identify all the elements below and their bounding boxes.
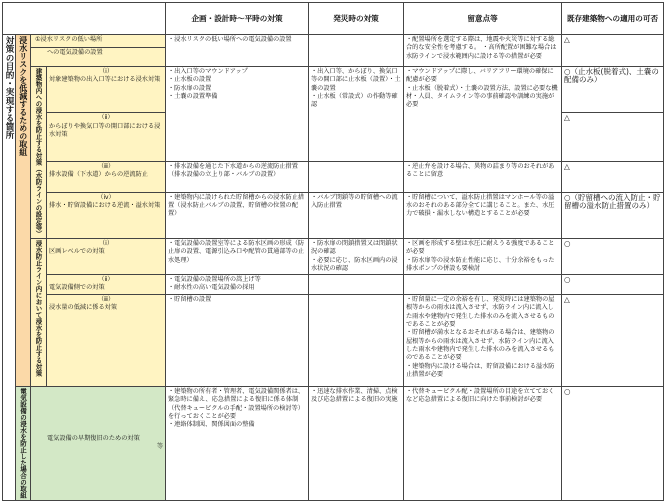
- row3-existing: △: [562, 113, 664, 162]
- group-risk-label: 浸水リスクを低減するための取組: [16, 35, 31, 387]
- row6-notes: ・区画を形成する壁は水圧に耐えうる強度であることが必要 ・防水扉等の浸水防止性能に応じ、十分余裕をもった排水ポンプの併設も要検討: [404, 239, 562, 275]
- row9-notes: ・代替キュービクル配・設置場所の目途を立てておくなど応急措置による復旧に向けた事前検討が必要: [404, 387, 562, 501]
- row9-label: [31, 387, 166, 501]
- row2-existing: ○（止水板(脱着式)、土嚢の配備のみ）: [562, 67, 664, 113]
- row6-num: （ⅰ）: [98, 240, 114, 247]
- row2-label-text: 対象建築物の出入口等における浸水対策: [49, 76, 161, 84]
- row6-existing: ○: [562, 239, 664, 275]
- row8-num: （ⅲ）: [97, 296, 115, 304]
- row2-num: （ⅰ）: [98, 68, 114, 75]
- row8-notes: ・貯留量に一定の余裕を有し、発災時には建築物の屋根等からの雨水は流入させず、水防ライン内に流入した雨水や建物内で発生した排水のみを流入させるものであることが必要 ・貯留槽が満水となるおそれがある場合は、建築物の屋根等からの雨水は流入させず、水防ライン内に流入した雨水や建物内で発生した排水のみを流入させるものであることが必要 ・建築物内に設ける場合は、貯留設備における溢水防止措置が必要: [404, 295, 562, 387]
- row4-notes: ・逆止弁を設ける場合、異物の詰まり等のおそれがあることに留意: [404, 161, 562, 192]
- row5-num: （ⅳ）: [97, 193, 115, 201]
- row7-design: ・電気設備の設置場所の嵩上げ等 ・耐水性の高い電気設備の採用: [166, 275, 309, 295]
- row8-label-text: 浸水量の低減に係る対策: [49, 304, 118, 312]
- header-disaster: 発災時の対策: [309, 3, 404, 35]
- row2-label: [47, 67, 166, 113]
- row4-design: ・排水設備を通じた下水道からの逆流防止措置（排水設備の立上り部・バルブの設置）: [166, 161, 309, 192]
- row5-design: ・建築物内に設けられた貯留槽からの浸水防止措置（浸水防止バルブの設置、貯留槽の位置の配置）: [166, 192, 309, 238]
- row6-disaster: ・防水扉の閉鎖措置又は閉鎖状況の確認 ・必要に応じ、防水区画内の浸水状況の確認: [309, 239, 404, 275]
- row8-disaster: [309, 295, 404, 387]
- row4-num: （ⅲ）: [97, 162, 115, 170]
- row8-label: [47, 295, 166, 387]
- row2-design: ・出入口等のマウンドアップ ・止水板の設置 ・防水扉の設置 ・土嚢の設置準備: [166, 67, 309, 162]
- row6-design: ・電気設備の設置室等による防水区画の形成（防止扉の設置、電源引込み口や配管の貫通部等の止水処理）: [166, 239, 309, 275]
- row9-label-text: 電気設備の早期復旧のための対策: [47, 435, 140, 443]
- row7-notes: [404, 275, 562, 295]
- header-blank: [3, 3, 166, 35]
- row9-design: ・建築物の所有者・管理者、電気設備関係者は、緊急時に備え、応急措置による復旧に係る体制（代替キュービクルの手配・設置場所の検討等）を行っておくことが必要 ・連絡体制図、関係図面の整備: [166, 387, 309, 501]
- row1-disaster: [309, 35, 404, 67]
- row9-existing: ○: [562, 387, 664, 501]
- row8-design: ・貯留槽の設置: [166, 295, 309, 387]
- row3-label-text: からぼりや換気口等の開口部における浸水対策: [49, 122, 161, 138]
- row3-num: （ⅱ）: [98, 114, 114, 122]
- countermeasure-table: [2, 2, 664, 501]
- row1-existing: △: [562, 35, 664, 67]
- subgroup-entry-label: 建築物内への浸水を防止する対策（水防ラインの設定等）: [31, 67, 47, 239]
- row5-disaster: ・バルブ閉鎖等の貯留槽への流入防止措置: [309, 192, 404, 238]
- row7-label: [47, 275, 166, 295]
- row2-notes: ・マウンドアップに際し、バリアフリー環境の確保に配慮が必要 ・止水板（脱着式）・土嚢の設置方法、設置に必要な機材・人員、タイムライン等の事前確認や訓練の実施が必要: [404, 67, 562, 162]
- row4-disaster: [309, 161, 404, 192]
- row1-label-top: ①浸水リスクの低い場所: [35, 36, 103, 43]
- row1-design: ・浸水リスクの低い場所への電気設備の設置: [166, 35, 309, 67]
- header-design: 企画・設計時～平時の対策: [166, 3, 309, 35]
- row8-existing: △: [562, 295, 664, 387]
- row1-notes: ・配置場所を選定する際は、地震や火災等に対する総合的な安全性を考慮する。 ・高所配置が困難な場合は水防ラインで浸水範囲内に設ける等の措置が必要: [404, 35, 562, 67]
- row4-label-text: 排水設備（下水道）からの逆流防止: [49, 171, 148, 179]
- subgroup-line-label: 浸水防止ライン内において浸水を防止する対策: [31, 239, 47, 387]
- row5-label: [47, 192, 166, 238]
- row3-label: [47, 113, 166, 162]
- row1-label-bottom: への電気設備の設置: [31, 47, 165, 58]
- row5-existing: ○（貯留槽への流入防止・貯留槽の溢水防止措置のみ）: [562, 192, 664, 238]
- row6-label-text: 区画レベルでの対策: [49, 248, 105, 256]
- row1-label: [31, 35, 166, 67]
- header-notes: 留意点等: [404, 3, 562, 35]
- row4-label: [47, 161, 166, 192]
- row6-label: [47, 239, 166, 275]
- row2-disaster: ・出入口等、からぼり、換気口等の開口部に止水板（設置）・土嚢の設置 ・止水板（常設式）の作動等確認: [309, 67, 404, 162]
- row7-disaster: [309, 275, 404, 295]
- header-existing: 既存建築物への適用の可否: [562, 3, 664, 35]
- row5-notes: ・貯留槽について、溢水防止措置はマンホール等の溢水のおそれのある部分全てに講じること。また、水圧力で破損・漏水しない構造とすることが必要: [404, 192, 562, 238]
- row7-existing: ○: [562, 275, 664, 295]
- row9-label-suffix: 等: [156, 443, 163, 451]
- purpose-label: 対策の目的・実現する箇所: [3, 35, 16, 501]
- row7-num: （ⅱ）: [98, 276, 114, 284]
- row5-label-text: 排水・貯留設備における逆流・溢水対策: [49, 201, 161, 209]
- row4-existing: △: [562, 161, 664, 192]
- row9-disaster: ・迅速な排水作業、清掃、点検及び応急措置による復旧の実施: [309, 387, 404, 501]
- row7-label-text: 電気設備側での対策: [49, 284, 105, 292]
- group-recovery-label: 電気設備の浸水を防止した場合の取組: [16, 387, 31, 501]
